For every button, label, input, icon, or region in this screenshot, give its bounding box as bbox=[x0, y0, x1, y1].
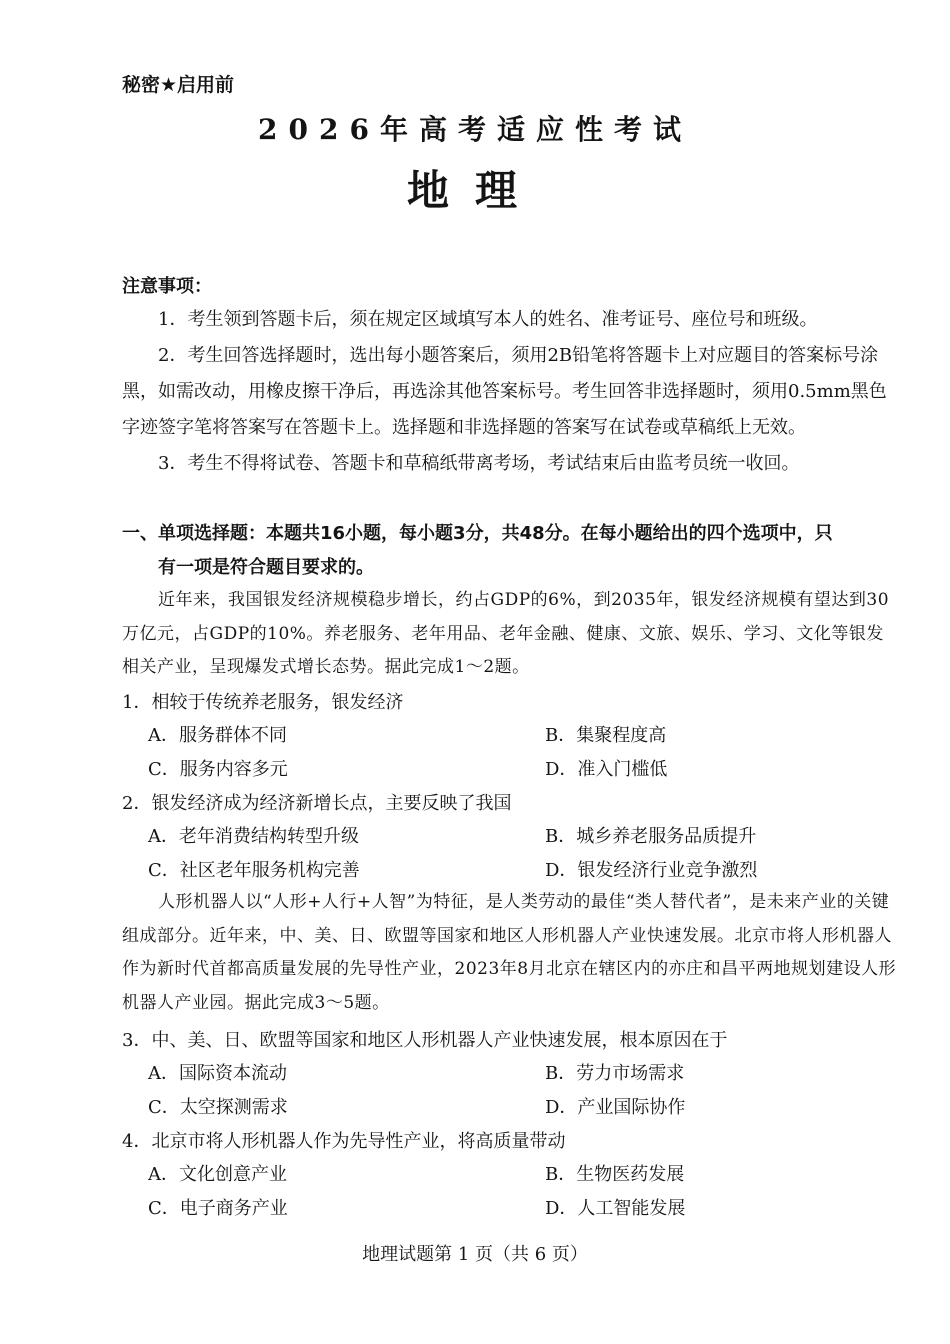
notice-heading: 注意事项： bbox=[122, 276, 212, 297]
option-4d: D．人工智能发展 bbox=[545, 1198, 686, 1219]
option-2a: A．老年消费结构转型升级 bbox=[148, 826, 359, 847]
question-stem-4: 4．北京市将人形机器人作为先导性产业，将高质量带动 bbox=[122, 1131, 566, 1152]
notice-item: 3．考生不得将试卷、答题卡和草稿纸带离考场，考试结束后由监考员统一收回。 bbox=[158, 453, 800, 474]
section-heading bbox=[122, 517, 902, 585]
option-4c: C．电子商务产业 bbox=[148, 1198, 288, 1219]
question-stem-2: 2．银发经济成为经济新增长点，主要反映了我国 bbox=[122, 793, 512, 814]
material-passage-1: 近年来，我国银发经济规模稳步增长，约占GDP的6%，到2035年，银发经济规模有望达到30万亿元，占GDP的10%。养老服务、老年用品、老年金融、健康、文旅、娱乐、学习、文化等银发相关产业，呈现爆发式增长态势。据此完成1～2题。 bbox=[122, 590, 890, 677]
option-3d: D．产业国际协作 bbox=[545, 1097, 686, 1118]
option-1b: B．集聚程度高 bbox=[545, 725, 667, 746]
question-stem-3: 3．中、美、日、欧盟等国家和地区人形机器人产业快速发展，根本原因在于 bbox=[122, 1030, 728, 1051]
option-2c: C．社区老年服务机构完善 bbox=[148, 860, 360, 881]
subject-title: 地理 bbox=[406, 166, 543, 215]
option-2d: D．银发经济行业竞争激烈 bbox=[545, 860, 758, 881]
exam-title: 2026年高考适应性考试 bbox=[258, 113, 692, 146]
option-3c: C．太空探测需求 bbox=[148, 1097, 288, 1118]
section-heading-line2: 有一项是符合题目要求的。 bbox=[158, 557, 374, 578]
option-3a: A．国际资本流动 bbox=[148, 1063, 287, 1084]
option-2b: B．城乡养老服务品质提升 bbox=[545, 826, 757, 847]
confidential-label: 秘密★启用前 bbox=[122, 74, 235, 96]
option-3b: B．劳力市场需求 bbox=[545, 1063, 685, 1084]
material-passage-2: 人形机器人以“人形+人行+人智”为特征，是人类劳动的最佳“类人替代者”，是未来产业的关键组成部分。近年来，中、美、日、欧盟等国家和地区人形机器人产业快速发展。北京市将人形机器人作为新时代首都高质量发展的先导性产业，2023年8月北京在辖区内的亦庄和昌平两地规划建设人形机器人产业园。据此完成3～5题。 bbox=[122, 892, 897, 1013]
notice-item: 1．考生领到答题卡后，须在规定区域填写本人的姓名、准考证号、座位号和班级。 bbox=[158, 309, 818, 330]
option-4b: B．生物医药发展 bbox=[545, 1164, 685, 1185]
page-footer: 地理试题第 1 页（共 6 页） bbox=[362, 1244, 588, 1265]
question-stem-1: 1．相较于传统养老服务，银发经济 bbox=[122, 692, 404, 713]
option-1a: A．服务群体不同 bbox=[148, 725, 287, 746]
option-4a: A．文化创意产业 bbox=[148, 1164, 287, 1185]
notice-item: 2．考生回答选择题时，选出每小题答案后，须用2B铅笔将答题卡上对应题目的答案标号涂黑，如需改动，用橡皮擦干净后，再选涂其他答案标号。考生回答非选择题时，须用0.5mm黑色字迹签字笔将答案写在答题卡上。选择题和非选择题的答案写在试卷或草稿纸上无效。 bbox=[122, 345, 887, 438]
notice-list bbox=[122, 302, 902, 482]
option-1c: C．服务内容多元 bbox=[148, 759, 288, 780]
section-heading-line1: 一、单项选择题：本题共16小题，每小题3分，共48分。在每小题给出的四个选项中，只 bbox=[122, 523, 833, 544]
option-1d: D．准入门槛低 bbox=[545, 759, 668, 780]
